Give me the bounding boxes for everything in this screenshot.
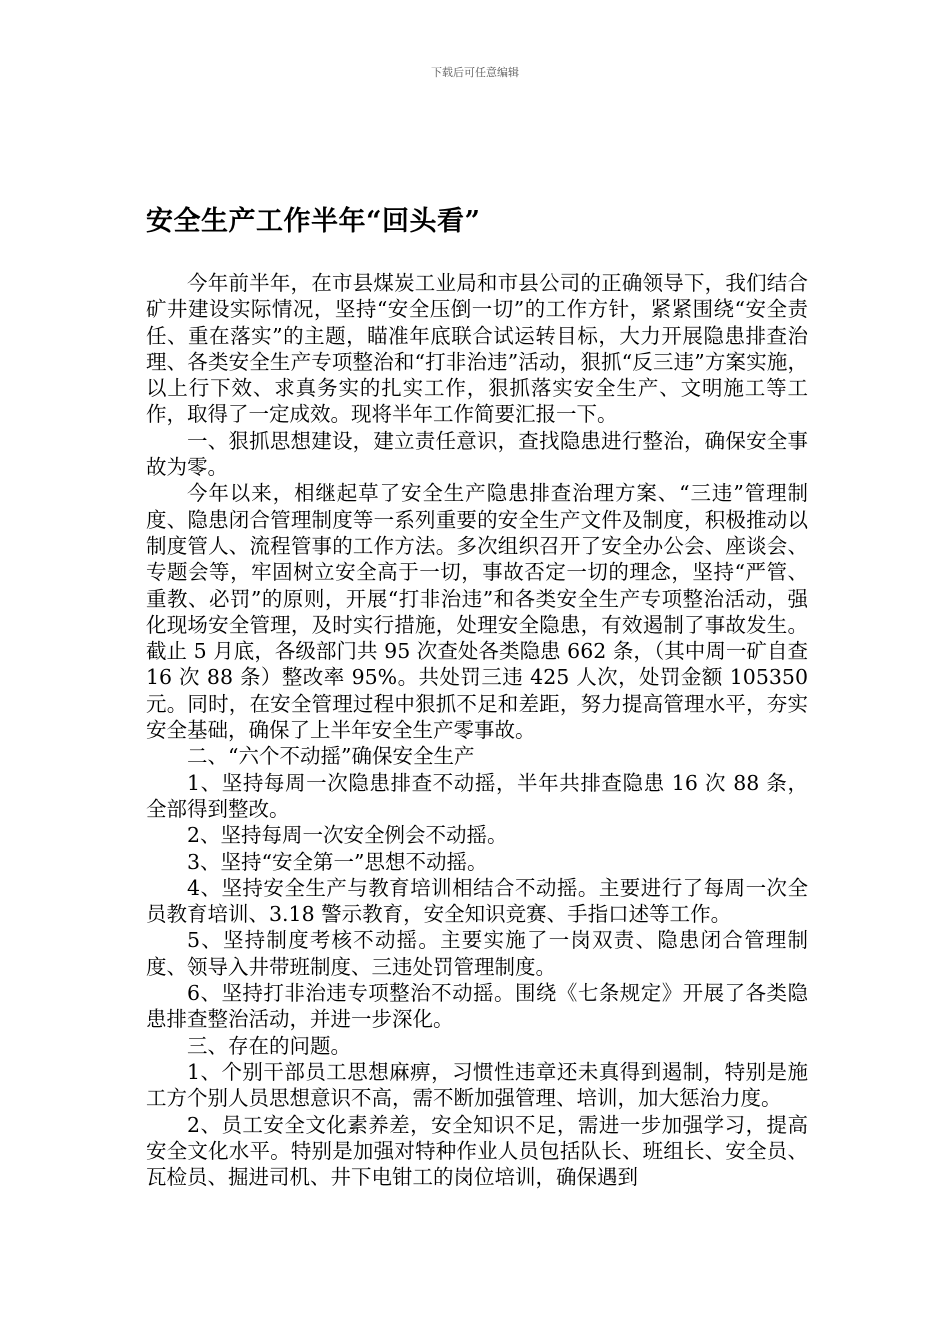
problem-item-1: 1、个别干部员工思想麻痹，习惯性违章还未真得到遏制，特别是施工方个别人员思想意识不高，需不断加强管理、培训，加大惩治力度。 [146,1059,808,1111]
list-item-5: 5、坚持制度考核不动摇。主要实施了一岗双责、隐患闭合管理制度、领导入井带班制度、三违处罚管理制度。 [146,928,808,979]
section-heading-1: 一、狠抓思想建设，建立责任意识，查找隐患进行整治，确保安全事故为零。 [146,428,808,480]
paragraph-section-1: 今年以来，相继起草了安全生产隐患排查治理方案、“三违”管理制度、隐患闭合管理制度等一系列重要的安全生产文件及制度，积极推动以制度管人、流程管事的工作方法。多次组织召开了安全办公会、座谈会、专题会等，牢固树立安全高于一切，事故否定一切的理念，坚持“严管、重教、必罚”的原则，开展“打非治违”和各类安全生产专项整治活动，强化现场安全管理，及时实行措施，处理安全隐患，有效遏制了事故发生。截止 5 月底，各级部门共 95 次查处各类隐患 662 条，（其中周一矿自查 16 次 88 条）整改率 95%。共处罚三违 425 人次，处罚金额 105350 元。同时，在安全管理过程中狠抓不足和差距，努力提高管理水平，夯实安全基础，确保了上半年安全生产零事故。 [146,481,808,743]
list-item-4: 4、坚持安全生产与教育培训相结合不动摇。主要进行了每周一次全员教育培训、3.18 警示教育，安全知识竞赛、手指口述等工作。 [146,875,808,927]
list-item-6: 6、坚持打非治违专项整治不动摇。围绕《七条规定》开展了各类隐患排查整治活动，并进一步深化。 [146,981,808,1032]
problem-item-2: 2、员工安全文化素养差，安全知识不足，需进一步加强学习，提高安全文化水平。特别是加强对特种作业人员包括队长、班组长、安全员、瓦检员、掘进司机、井下电钳工的岗位培训，确保遇到 [146,1112,808,1190]
header-note: 下载后可任意编辑 [431,66,519,79]
list-item-1: 1、坚持每周一次隐患排查不动摇，半年共排查隐患 16 次 88 条，全部得到整改。 [146,770,808,821]
list-item-2: 2、坚持每周一次安全例会不动摇。 [187,823,508,848]
document-title: 安全生产工作半年“回头看” [146,206,481,237]
section-heading-2: 二、“六个不动摇”确保安全生产 [187,744,475,769]
document-body [146,270,808,1190]
paragraph-intro: 今年前半年，在市县煤炭工业局和市县公司的正确领导下，我们结合矿井建设实际情况，坚持“安全压倒一切”的工作方针，紧紧围绕“安全责任、重在落实”的主题，瞄准年底联合试运转目标，大力开展隐患排查治理、各类安全生产专项整治和“打非治违”活动，狠抓“反三违”方案实施，以上行下效、求真务实的扎实工作，狠抓落实安全生产、文明施工等工作，取得了一定成效。现将半年工作简要汇报一下。 [146,271,808,427]
section-heading-3: 三、存在的问题。 [187,1033,351,1058]
list-item-3: 3、坚持“安全第一”思想不动摇。 [187,849,488,874]
